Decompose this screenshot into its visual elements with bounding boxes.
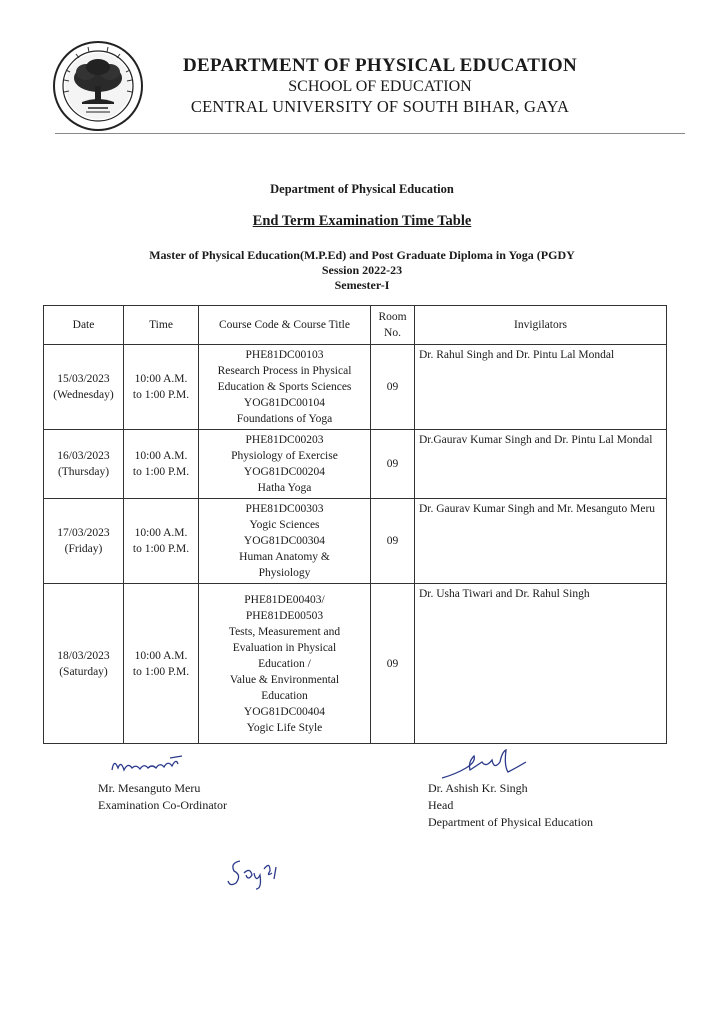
course-line: YOG81DC00404 (243, 705, 326, 718)
table-row (44, 584, 667, 744)
date-cell (44, 584, 124, 744)
letterhead-school: SCHOOL OF EDUCATION (288, 78, 472, 95)
date-cell (44, 430, 124, 499)
invigilators-cell: Dr. Rahul Singh and Dr. Pintu Lal Mondal (415, 345, 667, 430)
course-line: Education & Sports Sciences (217, 381, 352, 393)
exam-time-end: to 1:00 P.M. (132, 389, 190, 401)
course-cell (199, 499, 371, 584)
exam-time-start: 10:00 A.M. (134, 373, 188, 385)
handwritten-initials-icon (226, 855, 286, 891)
head-signature-icon (436, 748, 536, 782)
course-cell (199, 430, 371, 499)
exam-date: 16/03/2023 (57, 450, 110, 462)
table-row (44, 345, 667, 430)
head-role: Head (428, 798, 454, 812)
exam-time-end: to 1:00 P.M. (132, 665, 190, 678)
exam-day: (Thursday) (57, 466, 110, 478)
session-heading: Session 2022-23 (321, 263, 403, 277)
time-cell (124, 430, 199, 499)
course-line: Research Process in Physical (217, 365, 352, 377)
column-header-invigilators: Invigilators (415, 306, 667, 345)
programme-heading: Master of Physical Education(M.P.Ed) and Post Graduate Diploma in Yoga (PGDY (149, 248, 575, 262)
course-line: Value & Environmental (229, 673, 340, 686)
room-cell: 09 (371, 584, 415, 744)
course-line: YOG81DC00204 (243, 466, 326, 478)
timetable (43, 305, 667, 744)
exam-day: (Saturday) (59, 665, 108, 678)
course-line: Hatha Yoga (257, 482, 312, 494)
course-line: Foundations of Yoga (236, 413, 333, 425)
time-cell (124, 345, 199, 430)
exam-time-end: to 1:00 P.M. (132, 543, 190, 555)
room-cell: 09 (371, 499, 415, 584)
head-name: Dr. Ashish Kr. Singh (428, 781, 528, 795)
semester-heading: Semester-I (334, 278, 390, 292)
date-cell (44, 345, 124, 430)
course-line: PHE81DC00103 (245, 349, 324, 361)
time-cell (124, 499, 199, 584)
table-row (44, 499, 667, 584)
exam-time-start: 10:00 A.M. (134, 450, 188, 462)
timetable-header-row (44, 306, 667, 345)
room-cell: 09 (371, 345, 415, 430)
course-line: Education / (258, 657, 311, 670)
exam-time-start: 10:00 A.M. (134, 649, 188, 662)
exam-day: (Wednesday) (53, 389, 114, 401)
course-line: Education (261, 689, 308, 702)
course-cell (199, 345, 371, 430)
course-line: PHE81DE00503 (245, 609, 324, 622)
course-line: Physiology of Exercise (231, 450, 338, 462)
room-header-line-1: Room (378, 311, 407, 323)
exam-day: (Friday) (64, 543, 103, 555)
course-line: Yogic Life Style (246, 721, 323, 734)
course-line: Evaluation in Physical (232, 641, 337, 654)
column-header-time: Time (124, 306, 199, 345)
document-department-heading: Department of Physical Education (270, 182, 454, 196)
invigilators-cell: Dr. Gaurav Kumar Singh and Mr. Mesanguto Meru (415, 499, 667, 584)
column-header-room (371, 306, 415, 345)
date-cell (44, 499, 124, 584)
course-line: Physiology (258, 567, 311, 579)
course-line: PHE81DC00303 (245, 503, 324, 515)
exam-date: 17/03/2023 (57, 527, 110, 539)
column-header-course: Course Code & Course Title (199, 306, 371, 345)
coordinator-signature-icon (108, 752, 188, 778)
coordinator-role: Examination Co-Ordinator (98, 798, 227, 812)
course-line: Yogic Sciences (249, 519, 320, 531)
course-cell (199, 584, 371, 744)
exam-time-end: to 1:00 P.M. (132, 466, 190, 478)
exam-date: 15/03/2023 (57, 373, 110, 385)
table-row (44, 430, 667, 499)
letterhead-divider (55, 133, 685, 134)
invigilators-cell: Dr. Usha Tiwari and Dr. Rahul Singh (415, 584, 667, 744)
letterhead-university: CENTRAL UNIVERSITY OF SOUTH BIHAR, GAYA (190, 97, 570, 116)
letterhead-department: DEPARTMENT OF PHYSICAL EDUCATION (182, 55, 578, 76)
invigilators-cell: Dr.Gaurav Kumar Singh and Dr. Pintu Lal Mondal (415, 430, 667, 499)
exam-date: 18/03/2023 (57, 649, 110, 662)
course-line: Human Anatomy & (239, 551, 330, 563)
course-line: PHE81DC00203 (245, 434, 324, 446)
course-line: YOG81DC00304 (243, 535, 326, 547)
document-title: End Term Examination Time Table (252, 213, 472, 229)
course-line: YOG81DC00104 (243, 397, 326, 409)
course-line: Tests, Measurement and (228, 625, 341, 638)
room-cell: 09 (371, 430, 415, 499)
column-header-date: Date (44, 306, 124, 345)
university-seal-icon (52, 40, 144, 132)
coordinator-name: Mr. Mesanguto Meru (98, 781, 201, 795)
time-cell (124, 584, 199, 744)
room-header-line-2: No. (384, 327, 401, 339)
exam-time-start: 10:00 A.M. (134, 527, 188, 539)
head-department: Department of Physical Education (428, 815, 593, 829)
course-line: PHE81DE00403/ (244, 593, 325, 606)
